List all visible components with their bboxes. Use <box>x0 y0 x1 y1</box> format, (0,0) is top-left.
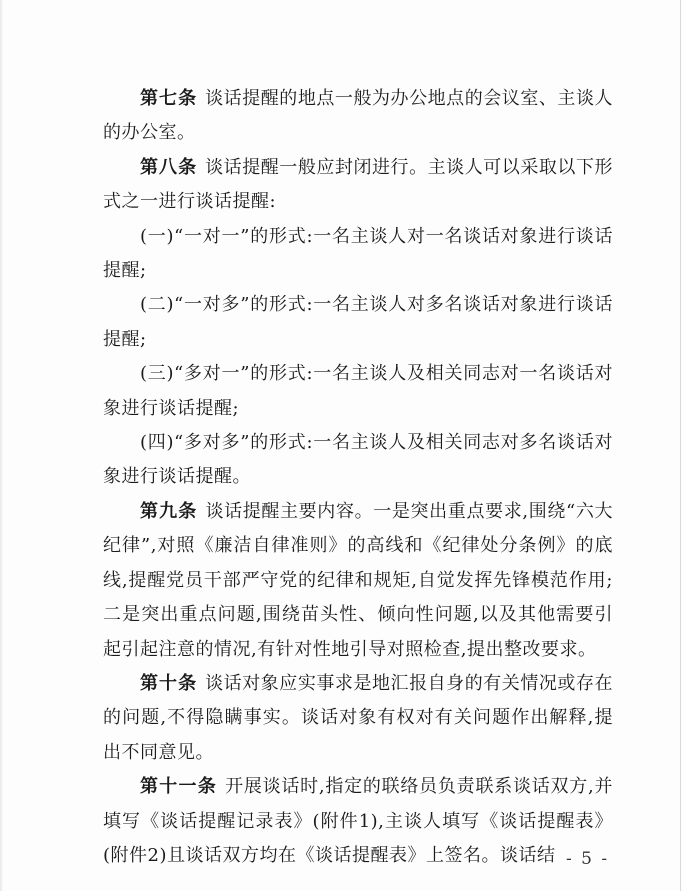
article-11-text: 开展谈话时,指定的联络员负责联系谈话双方,并填写《谈话提醒记录表》(附件1),主谈人填写《谈话提醒表》(附件2)且谈话双方均在《谈话提醒表》上签名。谈话结 <box>103 776 614 866</box>
article-9-heading: 第九条 <box>140 500 198 522</box>
article-7-heading: 第七条 <box>140 88 198 109</box>
scan-edge-right <box>680 0 681 891</box>
article-10 <box>103 667 613 770</box>
article-9-text: 谈话提醒主要内容。一是突出重点要求,围绕“六大纪律”,对照《廉洁自律准则》的高线和《纪律处分条例》的底线,提醒党员干部严守党的纪律和规矩,自觉发挥先锋模范作用;二是突出重点问题,围绕苗头性、倾向性问题,以及其他需要引起引起注意的情况,有针对性地引导对照检查,提出整改要求。 <box>103 500 614 660</box>
article-11-heading: 第十一条 <box>140 776 218 798</box>
article-7-text: 谈话提醒的地点一般为办公地点的会议室、主谈人的办公室。 <box>103 88 613 144</box>
page-number: - 5 - <box>566 849 610 869</box>
scan-edge-left <box>0 0 3 891</box>
list-item: (二)“一对多”的形式:一名主谈人对多名谈话对象进行谈话提醒; <box>103 294 613 350</box>
article-8-text: 谈话提醒一般应封闭进行。主谈人可以采取以下形式之一进行谈话提醒: <box>103 156 613 213</box>
article-8-heading: 第八条 <box>140 156 198 178</box>
article-10-text: 谈话对象应实事求是地汇报自身的有关情况或存在的问题,不得隐瞒事实。谈话对象有权对有关问题作出解释,提出不同意见。 <box>103 672 613 763</box>
article-11 <box>103 770 613 873</box>
list-item: (三)“多对一”的形式:一名主谈人及相关同志对一名谈话对象进行谈话提醒; <box>103 363 613 419</box>
article-9 <box>103 495 613 667</box>
article-7 <box>103 82 613 151</box>
article-10-heading: 第十条 <box>140 672 198 694</box>
list-item: (四)“多对多”的形式:一名主谈人及相关同志对多名谈话对象进行谈话提醒。 <box>103 432 613 488</box>
document-body <box>103 82 613 873</box>
list-item: (一)“一对一”的形式:一名主谈人对一名谈话对象进行谈话提醒; <box>103 225 613 282</box>
article-8 <box>103 151 613 220</box>
